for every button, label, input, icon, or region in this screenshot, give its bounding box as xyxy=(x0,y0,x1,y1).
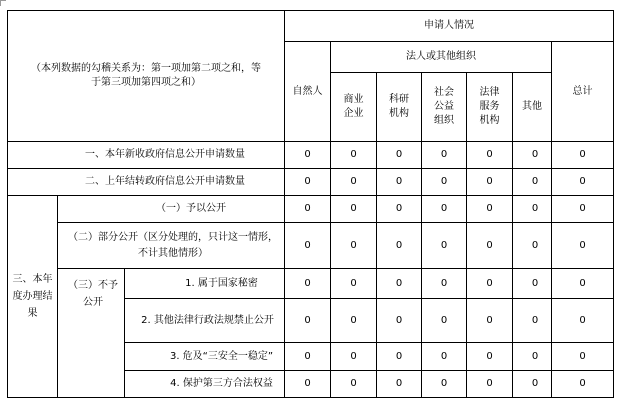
row-label-third-party: 4. 保护第三方合法权益 xyxy=(125,371,285,398)
row-group-not-disclose: （三）不予公开 xyxy=(58,269,125,398)
header-research: 科研机构 xyxy=(377,73,422,142)
cell-value: 0 xyxy=(513,142,552,169)
cell-value: 0 xyxy=(552,142,614,169)
corner-mark xyxy=(0,0,6,6)
statistics-table xyxy=(7,10,614,398)
cell-value: 0 xyxy=(377,142,422,169)
cell-value: 0 xyxy=(377,223,422,269)
cell-value: 0 xyxy=(467,343,513,371)
cell-value: 0 xyxy=(377,269,422,299)
table-row xyxy=(8,269,614,299)
row-label-disclose: （一）予以公开 xyxy=(58,196,285,223)
cell-value: 0 xyxy=(467,371,513,398)
cell-value: 0 xyxy=(285,169,331,196)
cell-value: 0 xyxy=(422,299,467,343)
header-legal-and-other: 法人或其他组织 xyxy=(331,42,552,73)
cell-value: 0 xyxy=(513,223,552,269)
cell-value: 0 xyxy=(331,196,377,223)
cell-value: 0 xyxy=(285,142,331,169)
table-row xyxy=(8,169,614,196)
cell-value: 0 xyxy=(331,371,377,398)
cell-value: 0 xyxy=(513,343,552,371)
cell-value: 0 xyxy=(552,299,614,343)
row-label-partial: （二）部分公开（区分处理的，只计这一情形，不计其他情形） xyxy=(58,223,285,269)
cell-value: 0 xyxy=(422,142,467,169)
cell-value: 0 xyxy=(285,196,331,223)
header-natural-person: 自然人 xyxy=(285,42,331,142)
cell-value: 0 xyxy=(422,343,467,371)
cell-value: 0 xyxy=(331,299,377,343)
cell-value: 0 xyxy=(513,299,552,343)
cell-value: 0 xyxy=(467,223,513,269)
cell-value: 0 xyxy=(377,299,422,343)
cell-value: 0 xyxy=(467,299,513,343)
table-row xyxy=(8,142,614,169)
cell-value: 0 xyxy=(513,269,552,299)
cell-value: 0 xyxy=(513,196,552,223)
row-label-state-secret: 1. 属于国家秘密 xyxy=(125,269,285,299)
cell-value: 0 xyxy=(377,343,422,371)
cell-value: 0 xyxy=(331,223,377,269)
cell-value: 0 xyxy=(331,269,377,299)
cell-value: 0 xyxy=(513,371,552,398)
cell-value: 0 xyxy=(552,371,614,398)
cell-value: 0 xyxy=(552,343,614,371)
cell-value: 0 xyxy=(285,269,331,299)
header-legal-service: 法律服务机构 xyxy=(467,73,513,142)
cell-value: 0 xyxy=(422,223,467,269)
row-group-result: 三、本年度办理结果 xyxy=(8,196,58,398)
cell-value: 0 xyxy=(422,269,467,299)
header-note: （本列数据的勾稽关系为：第一项加第二项之和，等于第三项加第四项之和） xyxy=(8,11,285,142)
header-other: 其他 xyxy=(513,73,552,142)
header-total: 总计 xyxy=(552,42,614,142)
cell-value: 0 xyxy=(285,299,331,343)
cell-value: 0 xyxy=(331,343,377,371)
row-label-three-safety: 3. 危及“三安全一稳定” xyxy=(125,343,285,371)
row-label-carried-over: 二、上年结转政府信息公开申请数量 xyxy=(8,169,285,196)
cell-value: 0 xyxy=(552,223,614,269)
header-commercial: 商业企业 xyxy=(331,73,377,142)
cell-value: 0 xyxy=(467,269,513,299)
cell-value: 0 xyxy=(552,196,614,223)
table-row xyxy=(8,196,614,223)
cell-value: 0 xyxy=(552,269,614,299)
header-applicant-status: 申请人情况 xyxy=(285,11,614,42)
cell-value: 0 xyxy=(467,196,513,223)
table-row xyxy=(8,223,614,269)
cell-value: 0 xyxy=(377,196,422,223)
cell-value: 0 xyxy=(467,169,513,196)
cell-value: 0 xyxy=(285,223,331,269)
cell-value: 0 xyxy=(377,371,422,398)
cell-value: 0 xyxy=(285,371,331,398)
cell-value: 0 xyxy=(513,169,552,196)
row-label-other-laws: 2. 其他法律行政法规禁止公开 xyxy=(125,299,285,343)
cell-value: 0 xyxy=(285,343,331,371)
cell-value: 0 xyxy=(552,169,614,196)
cell-value: 0 xyxy=(422,169,467,196)
cell-value: 0 xyxy=(422,371,467,398)
cell-value: 0 xyxy=(467,142,513,169)
cell-value: 0 xyxy=(331,169,377,196)
cell-value: 0 xyxy=(377,169,422,196)
cell-value: 0 xyxy=(331,142,377,169)
header-social-welfare: 社会公益组织 xyxy=(422,73,467,142)
cell-value: 0 xyxy=(422,196,467,223)
row-label-new-requests: 一、本年新收政府信息公开申请数量 xyxy=(8,142,285,169)
